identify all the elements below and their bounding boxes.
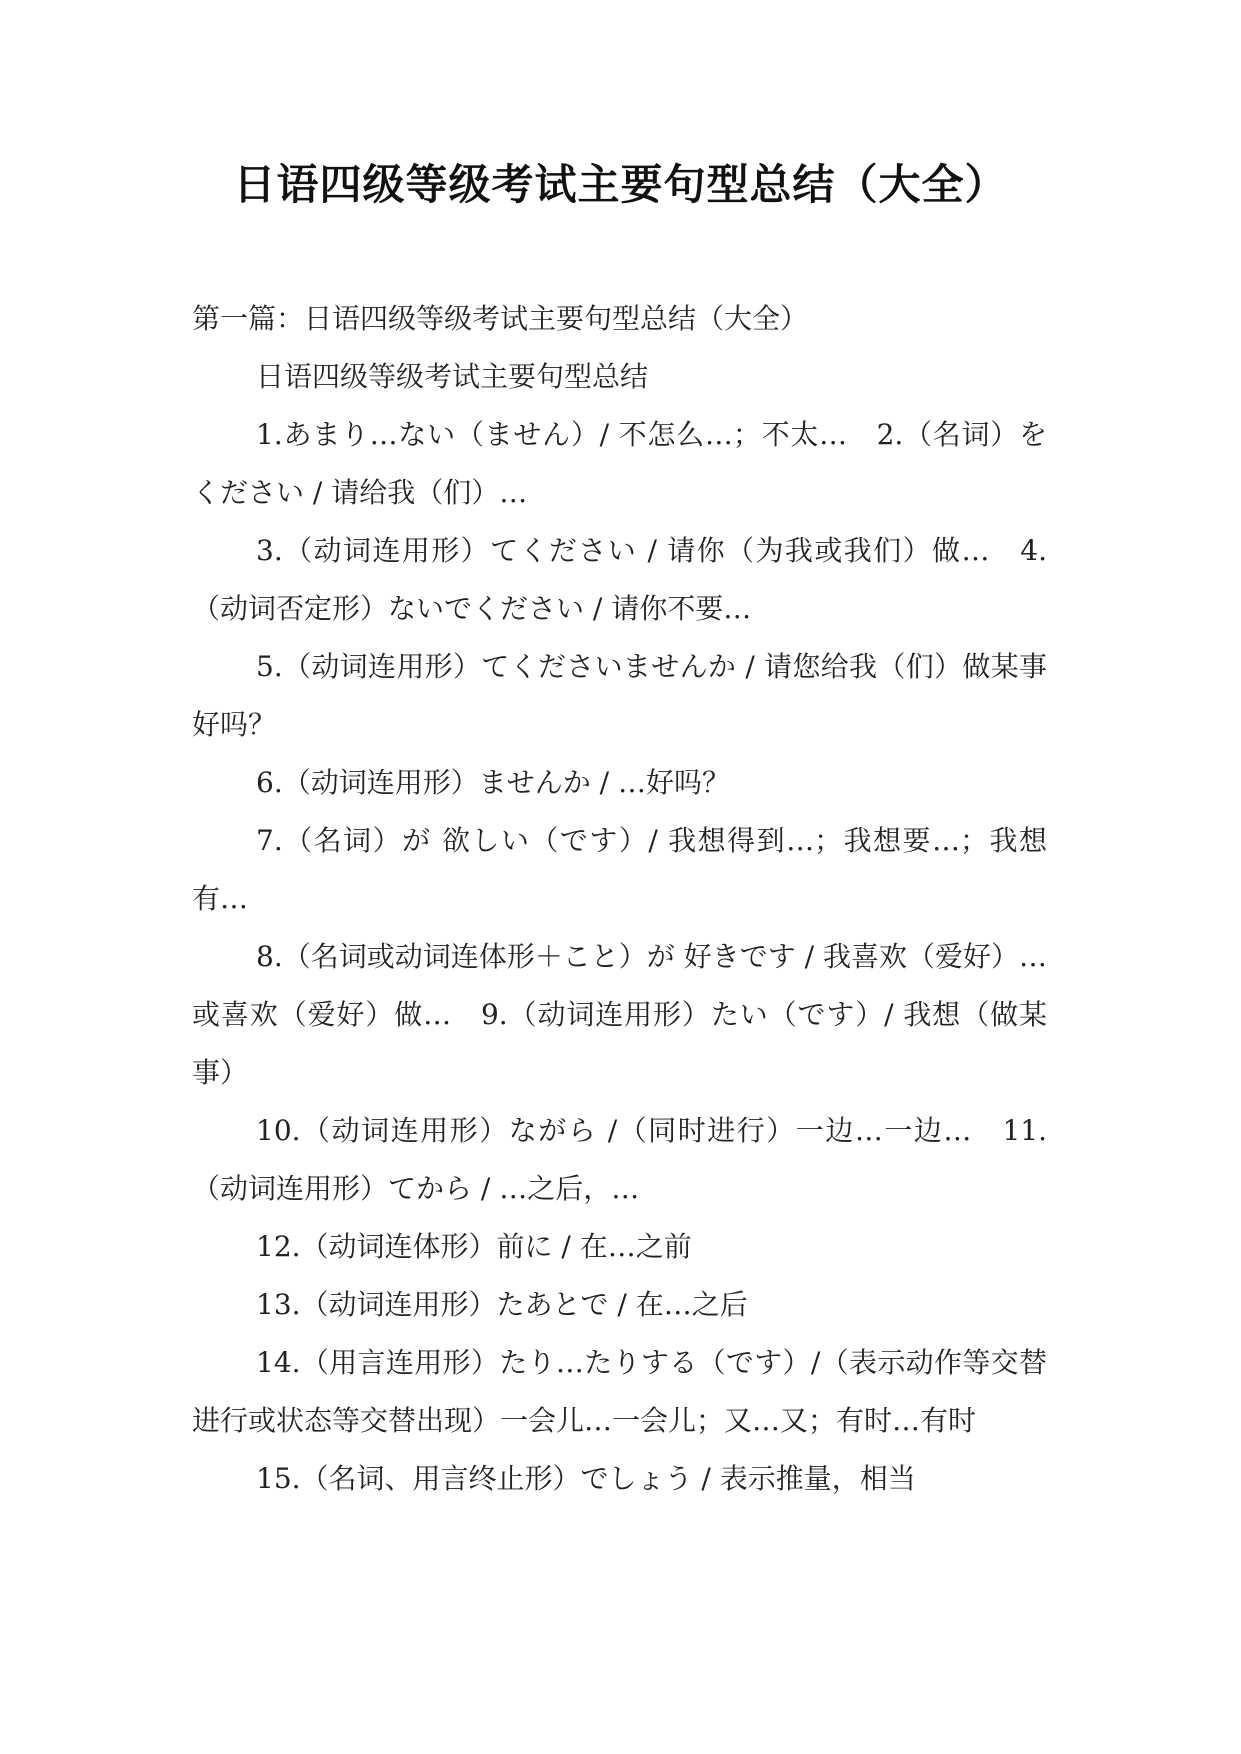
paragraph: 15.（名词、用言终止形）でしょう / 表示推量，相当: [256, 1462, 916, 1495]
section-heading: 第一篇：日语四级等级考试主要句型总结（大全）: [192, 302, 809, 335]
paragraph: 8.（名词或动词连体形＋こと）が 好きです / 我喜欢（爱好）…或喜欢（爱好）做… 9.（动词连用形）たい（です）/ 我想（做某事）: [192, 940, 1047, 1089]
paragraph: 14.（用言连用形）たり…たりする（です）/（表示动作等交替进行或状态等交替出现）一会儿…一会儿；又…又；有时…有时: [192, 1346, 1047, 1437]
paragraph: 6.（动词连用形）ませんか / …好吗？: [256, 766, 730, 799]
section-subtitle: 日语四级等级考试主要句型总结: [256, 360, 649, 393]
paragraph: 3.（动词连用形）てください / 请你（为我或我们）做… 4.（动词否定形）ないでください / 请你不要…: [192, 534, 1047, 625]
document-body: [192, 290, 1047, 1508]
document-title: 日语四级等级考试主要句型总结（大全）: [233, 160, 1008, 209]
paragraph: 12.（动词连体形）前に / 在…之前: [256, 1230, 692, 1263]
paragraph: 7.（名词）が 欲しい（です）/ 我想得到…；我想要…；我想有…: [192, 824, 1047, 915]
paragraph: 1.あまり…ない（ません）/ 不怎么…；不太… 2.（名词）をください / 请给我（们）…: [192, 418, 1047, 509]
paragraph: 10.（动词连用形）ながら /（同时进行）一边…一边… 11.（动词连用形）てから / …之后，…: [192, 1114, 1047, 1205]
paragraph: 13.（动词连用形）たあとで / 在…之后: [256, 1288, 748, 1321]
paragraph: 5.（动词连用形）てくださいませんか / 请您给我（们）做某事好吗？: [192, 650, 1047, 741]
